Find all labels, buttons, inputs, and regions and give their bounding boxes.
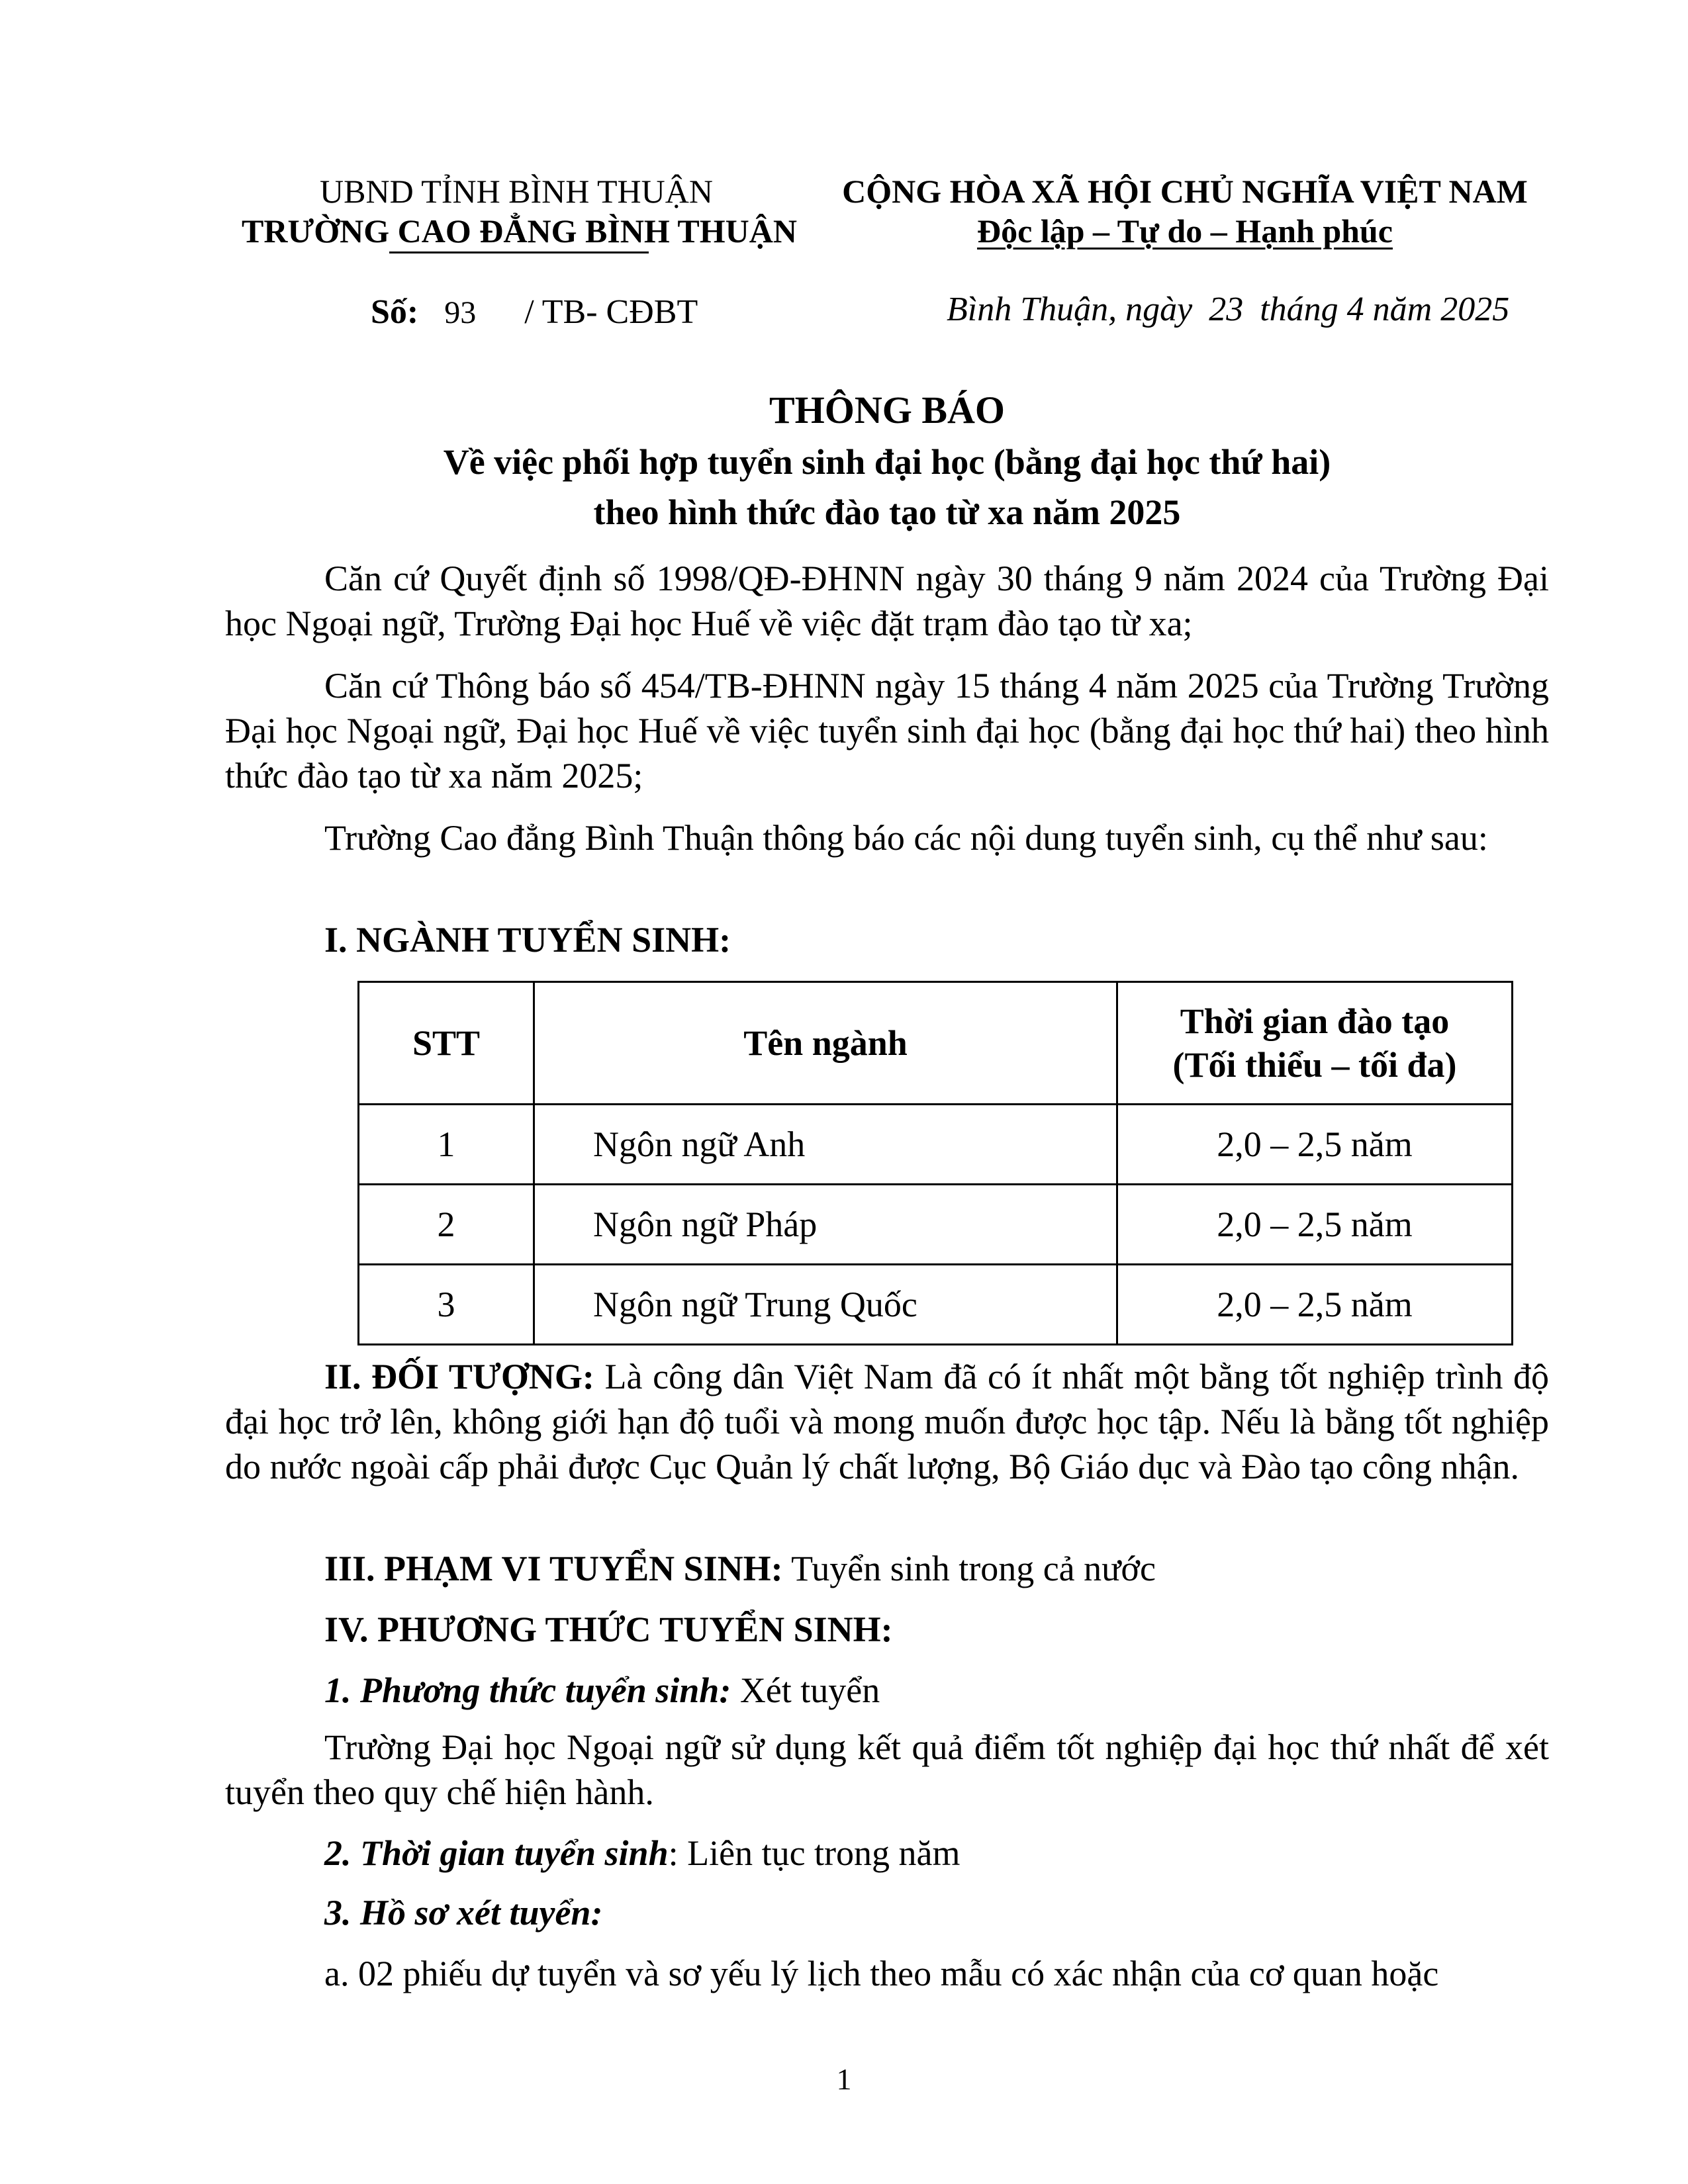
table-row — [359, 1265, 1513, 1345]
document-number-value: 93 — [444, 295, 477, 330]
page-number: 1 — [836, 2062, 852, 2096]
national-motto: Độc lập – Tự do – Hạnh phúc — [977, 212, 1393, 250]
cell-stt: 1 — [359, 1105, 534, 1185]
table-row — [359, 1185, 1513, 1265]
cell-major-name: Ngôn ngữ Pháp — [534, 1185, 1117, 1265]
document-subtitle-1: Về việc phối hợp tuyển sinh đại học (bằng đại học thứ hai) — [443, 442, 1331, 482]
paragraph-basis-1: Căn cứ Quyết định số 1998/QĐ-ĐHNN ngày 30 tháng 9 năm 2024 của Trường Đại học Ngoại ngữ, Trường Đại học Huế về việc đặt trạm đào tạo từ xa; — [225, 559, 1549, 643]
date-day: 23 — [1209, 291, 1244, 328]
admission-method-text: Trường Đại học Ngoại ngữ sử dụng kết quả điểm tốt nghiệp đại học thứ nhất để xét tuyển theo quy chế hiện hành. — [225, 1727, 1549, 1812]
document-number-code: / TB- CĐBT — [524, 293, 698, 331]
section-2 — [225, 1354, 1549, 1489]
document-subtitle-2: theo hình thức đào tạo từ xa năm 2025 — [593, 492, 1181, 532]
admission-method — [324, 1668, 880, 1713]
header-major-name: Tên ngành — [534, 982, 1117, 1105]
document-number — [371, 291, 698, 334]
cell-stt: 3 — [359, 1265, 534, 1345]
admission-method-label: 1. Phương thức tuyển sinh: — [324, 1670, 731, 1710]
school-name: TRƯỜNG CAO ĐẲNG BÌNH THUẬN — [242, 212, 797, 250]
document-title: THÔNG BÁO — [769, 388, 1006, 432]
section-3 — [324, 1546, 1156, 1591]
application-docs-heading: 3. Hồ sơ xét tuyển: — [324, 1893, 603, 1933]
cell-major-name: Ngôn ngữ Trung Quốc — [534, 1265, 1117, 1345]
section-3-text: Tuyển sinh trong cả nước — [791, 1549, 1156, 1588]
header-stt: STT — [359, 982, 534, 1105]
section-1-heading: I. NGÀNH TUYỂN SINH: — [324, 920, 731, 960]
school-name-underline — [389, 251, 649, 253]
cell-duration: 2,0 – 2,5 năm — [1117, 1185, 1513, 1265]
header-duration-line-2: (Tối thiểu – tối đa) — [1172, 1045, 1457, 1085]
paragraph-announcement: Trường Cao đẳng Bình Thuận thông báo các nội dung tuyển sinh, cụ thể như sau: — [324, 818, 1488, 858]
document-date — [947, 289, 1509, 331]
admission-period — [324, 1831, 961, 1876]
table-header-row — [359, 982, 1513, 1105]
majors-table — [357, 981, 1513, 1345]
paragraph-basis-2: Căn cứ Thông báo số 454/TB-ĐHNN ngày 15 tháng 4 năm 2025 của Trường Trường Đại học Ngoại ngữ, Đại học Huế về việc tuyển sinh đại học (bằng đại học thứ hai) theo hình thức đào tạo từ xa năm 2025; — [225, 666, 1549, 796]
table-row — [359, 1105, 1513, 1185]
date-prefix: Bình Thuận, ngày — [947, 291, 1193, 328]
application-docs-item-a: a. 02 phiếu dự tuyển và sơ yếu lý lịch theo mẫu có xác nhận của cơ quan hoặc — [324, 1954, 1439, 1993]
cell-stt: 2 — [359, 1185, 534, 1265]
date-suffix: tháng 4 năm 2025 — [1260, 291, 1510, 328]
admission-period-value: : Liên tục trong năm — [668, 1833, 961, 1873]
cell-duration: 2,0 – 2,5 năm — [1117, 1105, 1513, 1185]
section-4-heading: IV. PHƯƠNG THỨC TUYỂN SINH: — [324, 1610, 893, 1649]
agency-name: UBND TỈNH BÌNH THUẬN — [320, 173, 713, 210]
cell-duration: 2,0 – 2,5 năm — [1117, 1265, 1513, 1345]
header-duration — [1117, 982, 1513, 1105]
admission-period-label: 2. Thời gian tuyển sinh — [324, 1833, 669, 1873]
cell-major-name: Ngôn ngữ Anh — [534, 1105, 1117, 1185]
national-title: CỘNG HÒA XÃ HỘI CHỦ NGHĨA VIỆT NAM — [842, 173, 1528, 210]
section-3-heading: III. PHẠM VI TUYỂN SINH: — [324, 1549, 783, 1588]
admission-method-value: Xét tuyển — [739, 1670, 880, 1710]
section-2-heading: II. ĐỐI TƯỢNG: — [324, 1357, 594, 1396]
section-2-text: Là công dân Việt Nam đã có ít nhất một bằng tốt nghiệp trình độ đại học trở lên, không giới hạn độ tuổi và mong muốn được học tập. Nếu là bằng tốt nghiệp do nước ngoài cấp phải được Cục Quản lý chất lượng, Bộ Giáo dục và Đào tạo công nhận. — [225, 1357, 1549, 1486]
document-number-label: Số: — [371, 293, 419, 331]
header-duration-line-1: Thời gian đào tạo — [1180, 1001, 1450, 1041]
